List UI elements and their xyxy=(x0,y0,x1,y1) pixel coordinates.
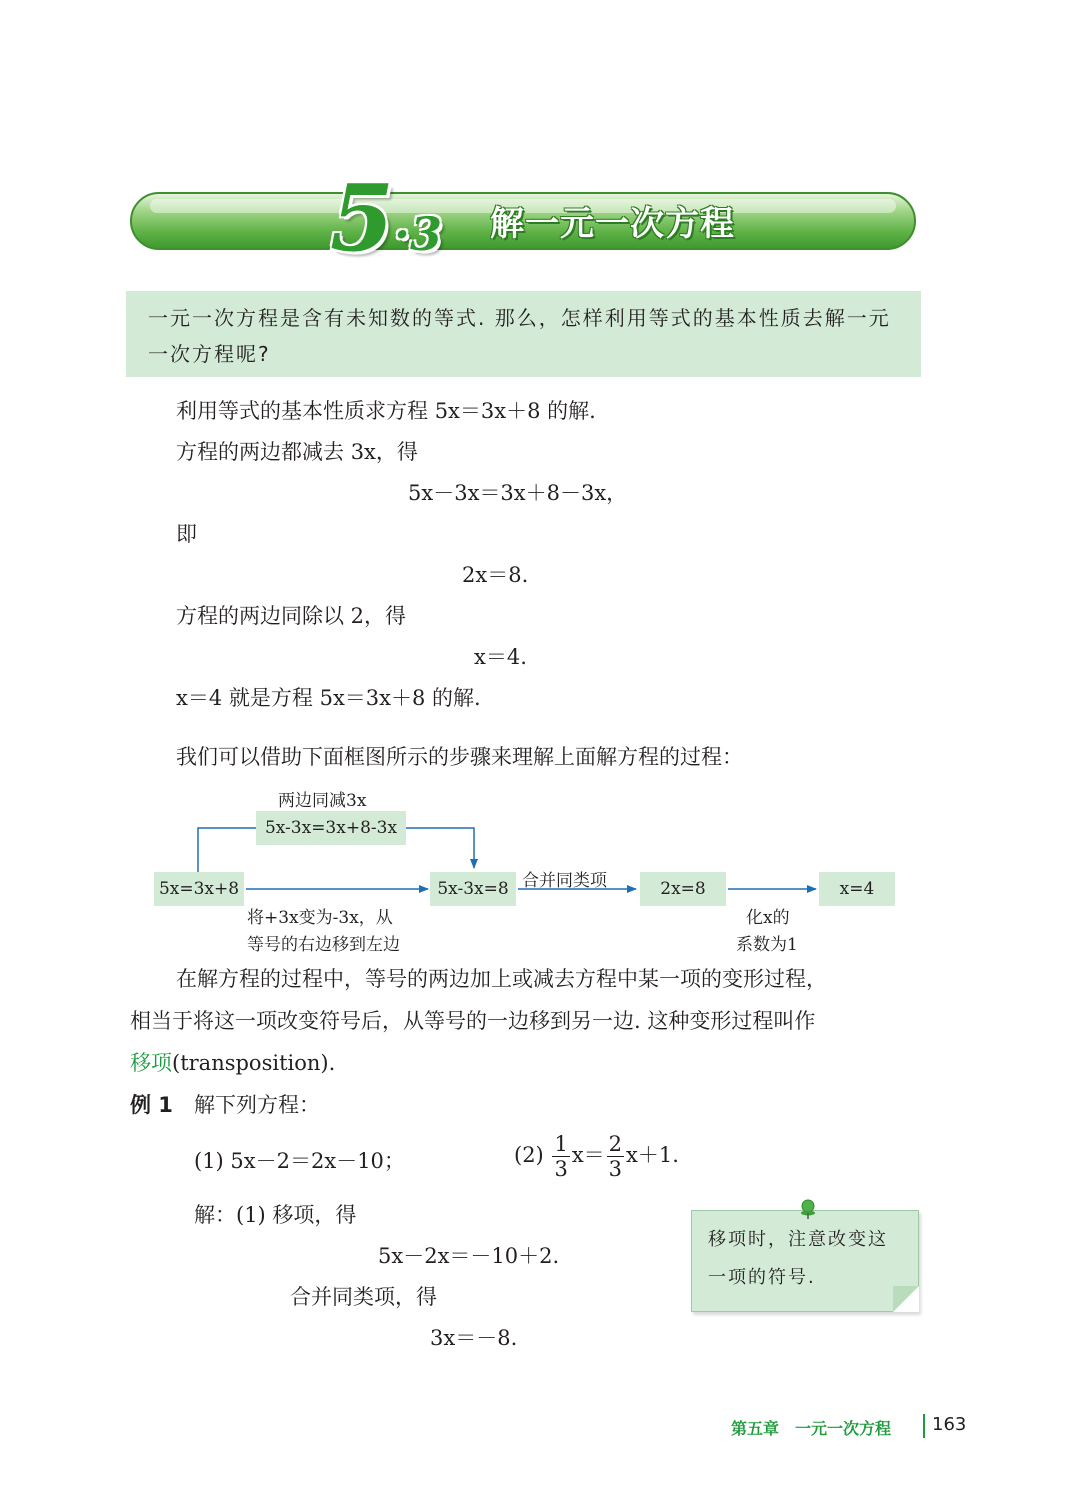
definition-line-3: 移项(transposition). xyxy=(130,1051,336,1075)
solution-equation-1: 5x－2x＝－10＋2. xyxy=(378,1244,560,1268)
example-instruction: 解下列方程： xyxy=(194,1093,320,1117)
fraction-2-3: $\frac{2}{3}$ xyxy=(608,1132,623,1181)
intro-text: 一元一次方程是含有未知数的等式. 那么，怎样利用等式的基本性质去解一元一次方程呢? xyxy=(148,306,891,366)
flow-box-3: 2x=8 xyxy=(640,872,726,906)
body-line-1: 利用等式的基本性质求方程 5x＝3x＋8 的解. xyxy=(176,399,596,423)
footer-chapter: 第五章 一元一次方程 xyxy=(731,1419,892,1438)
flow-box-2: 5x-3x=8 xyxy=(430,872,516,906)
flow-top-label: 两边同减3x xyxy=(278,791,367,811)
flow-below1-line2: 等号的右边移到左边 xyxy=(247,935,400,955)
flow-below3-line2: 系数为1 xyxy=(736,935,798,955)
example-problem-1: (1) 5x－2＝2x－10； xyxy=(194,1149,405,1173)
body-line-2: 方程的两边都减去 3x，得 xyxy=(176,440,418,464)
equation-3: x＝4. xyxy=(474,645,527,669)
flow-arrow2-label: 合并同类项 xyxy=(522,871,607,891)
body-ji: 即 xyxy=(176,522,197,546)
definition-line-1: 在解方程的过程中，等号的两边加上或减去方程中某一项的变形过程， xyxy=(176,967,827,991)
note-text: 移项时，注意改变这一项的符号. xyxy=(708,1229,888,1288)
flow-box-1: 5x=3x+8 xyxy=(154,872,244,906)
solution-step-2: 合并同类项，得 xyxy=(290,1285,437,1309)
section-title: 解一元一次方程 xyxy=(490,204,735,244)
pushpin-icon xyxy=(797,1198,819,1220)
page-number: 163 xyxy=(932,1414,967,1435)
body-line-5: 我们可以借助下面框图所示的步骤来理解上面解方程的过程： xyxy=(176,745,743,769)
equation-1: 5x－3x＝3x＋8－3x， xyxy=(408,481,628,505)
example-problem-2: (2) $\frac{1}{3}$ x＝ $\frac{2}{3}$ x＋1. xyxy=(514,1132,679,1181)
footer-divider xyxy=(923,1414,925,1438)
flow-top-box: 5x-3x=3x+8-3x xyxy=(256,811,406,845)
flow-below3-line1: 化x的 xyxy=(746,908,790,928)
section-number: 5·3 xyxy=(330,164,443,272)
fraction-1-3: $\frac{1}{3}$ xyxy=(554,1132,568,1181)
equation-2: 2x＝8. xyxy=(462,563,529,587)
example-label: 例 1 xyxy=(130,1093,173,1117)
note-page-curl xyxy=(893,1286,919,1312)
note-card xyxy=(691,1210,919,1312)
flow-box-4: x=4 xyxy=(819,872,895,906)
body-line-4: x＝4 就是方程 5x＝3x＋8 的解. xyxy=(176,686,481,710)
top-path-arrow-return xyxy=(406,828,474,868)
term-transposition: 移项 xyxy=(130,1051,172,1075)
body-line-3: 方程的两边同除以 2，得 xyxy=(176,604,407,628)
flow-below1-line1: 将+3x变为-3x，从 xyxy=(247,908,393,928)
top-path-arrow xyxy=(198,828,256,872)
solution-equation-2: 3x＝－8. xyxy=(430,1326,518,1350)
solution-start: 解：(1) 移项，得 xyxy=(194,1203,357,1227)
definition-line-2: 相当于将这一项改变符号后，从等号的一边移到另一边. 这种变形过程叫作 xyxy=(130,1009,816,1033)
